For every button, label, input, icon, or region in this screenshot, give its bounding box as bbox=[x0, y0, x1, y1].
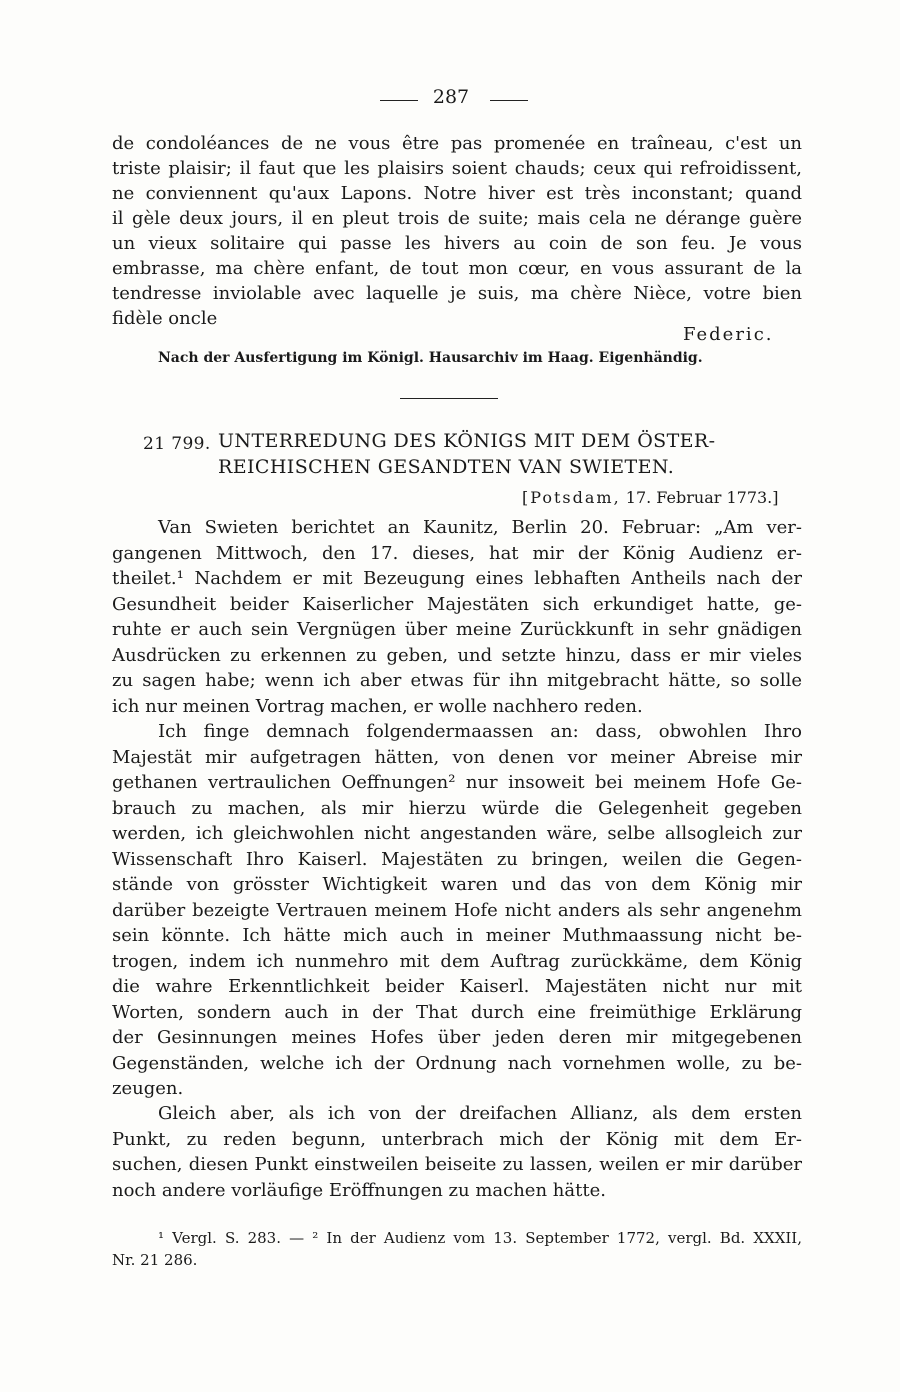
footnote-line: ¹ Vergl. S. 283. — ² In der Audienz vom 13. September 1772, vergl. Bd. XXXII, bbox=[158, 1229, 802, 1247]
body-line: Worten, sondern auch in der That durch eine freimüthige Erklärung bbox=[112, 1002, 802, 1023]
body-line: trogen, indem ich nunmehro mit dem Auftrag zurückkäme, dem König bbox=[112, 951, 802, 972]
body-line: brauch zu machen, als mir hierzu würde die Gelegenheit gegeben bbox=[112, 798, 802, 819]
letter-line: fidèle oncle bbox=[112, 308, 218, 329]
signature: Federic. bbox=[683, 324, 774, 345]
body-line: gethanen vertraulichen Oeffnungen² nur insoweit bei meinem Hofe Ge- bbox=[112, 772, 802, 793]
document-title-line1: UNTERREDUNG DES KÖNIGS MIT DEM ÖSTER- bbox=[218, 430, 716, 452]
dateline-date: 17. Februar 1773.] bbox=[625, 488, 779, 507]
letter-line: triste plaisir; il faut que les plaisirs soient chauds; ceux qui refroidissent, bbox=[112, 158, 802, 179]
body-line: Gesundheit beider Kaiserlicher Majestäten sich erkundiget hatte, ge- bbox=[112, 594, 802, 615]
body-line: zu sagen habe; wenn ich aber etwas für ihn mitgebracht hätte, so solle bbox=[112, 670, 802, 691]
body-line: Gleich aber, als ich von der dreifachen Allianz, als dem ersten bbox=[158, 1103, 802, 1124]
body-line: theilet.¹ Nachdem er mit Bezeugung eines lebhaften Antheils nach der bbox=[112, 568, 802, 589]
body-line: zeugen. bbox=[112, 1078, 184, 1099]
section-divider bbox=[400, 398, 498, 399]
body-line: Ausdrücken zu erkennen zu geben, und setzte hinzu, dass er mir vieles bbox=[112, 645, 802, 666]
body-line: darüber bezeigte Vertrauen meinem Hofe nicht anders als sehr angenehm bbox=[112, 900, 802, 921]
footnote-line: Nr. 21 286. bbox=[112, 1251, 198, 1269]
letter-line: un vieux solitaire qui passe les hivers au coin de son feu. Je vous bbox=[112, 233, 802, 254]
dateline bbox=[522, 488, 779, 507]
body-line: Punkt, zu reden begunn, unterbrach mich der König mit dem Er- bbox=[112, 1129, 802, 1150]
body-line: Gegenständen, welche ich der Ordnung nach vornehmen wolle, zu be- bbox=[112, 1053, 802, 1074]
page-number: 287 bbox=[432, 86, 470, 108]
body-line: werden, ich gleichwohlen nicht angestanden wäre, selbe allsogleich zur bbox=[112, 823, 802, 844]
letter-line: ne conviennent qu'aux Lapons. Notre hiver est très inconstant; quand bbox=[112, 183, 802, 204]
body-line: sein könnte. Ich hätte mich auch in meiner Muthmaassung nicht be- bbox=[112, 925, 802, 946]
header-rule-left bbox=[380, 100, 418, 101]
body-line: Majestät mir aufgetragen hätten, von denen vor meiner Abreise mir bbox=[112, 747, 802, 768]
source-note: Nach der Ausfertigung im Königl. Hausarchiv im Haag. Eigenhändig. bbox=[158, 350, 703, 366]
dateline-place: [Potsdam, bbox=[522, 488, 621, 507]
body-line: noch andere vorläufige Eröffnungen zu machen hätte. bbox=[112, 1180, 606, 1201]
body-line: ruhte er auch sein Vergnügen über meine Zurückkunft in sehr gnädigen bbox=[112, 619, 802, 640]
document-number: 21 799. bbox=[143, 434, 211, 454]
body-line: Ich finge demnach folgendermaassen an: dass, obwohlen Ihro bbox=[158, 721, 802, 742]
body-line: stände von grösster Wichtigkeit waren und das von dem König mir bbox=[112, 874, 802, 895]
header-rule-right bbox=[490, 100, 528, 101]
body-line: der Gesinnungen meines Hofes über jeden deren mir mitgegebenen bbox=[112, 1027, 802, 1048]
body-line: ich nur meinen Vortrag machen, er wolle nachhero reden. bbox=[112, 696, 643, 717]
body-line: suchen, diesen Punkt einstweilen beiseite zu lassen, weilen er mir darüber bbox=[112, 1154, 802, 1175]
letter-line: embrasse, ma chère enfant, de tout mon cœur, en vous assurant de la bbox=[112, 258, 802, 279]
letter-line: tendresse inviolable avec laquelle je suis, ma chère Nièce, votre bien bbox=[112, 283, 802, 304]
letter-line: de condoléances de ne vous être pas promenée en traîneau, c'est un bbox=[112, 133, 802, 154]
document-title-line2: REICHISCHEN GESANDTEN VAN SWIETEN. bbox=[218, 456, 675, 478]
letter-line: il gèle deux jours, il en pleut trois de suite; mais cela ne dérange guère bbox=[112, 208, 802, 229]
body-line: Wissenschaft Ihro Kaiserl. Majestäten zu bringen, weilen die Gegen- bbox=[112, 849, 802, 870]
body-line: gangenen Mittwoch, den 17. dieses, hat mir der König Audienz er- bbox=[112, 543, 802, 564]
body-line: die wahre Erkenntlichkeit beider Kaiserl. Majestäten nicht nur mit bbox=[112, 976, 802, 997]
body-line: Van Swieten berichtet an Kaunitz, Berlin 20. Februar: „Am ver- bbox=[158, 517, 802, 538]
